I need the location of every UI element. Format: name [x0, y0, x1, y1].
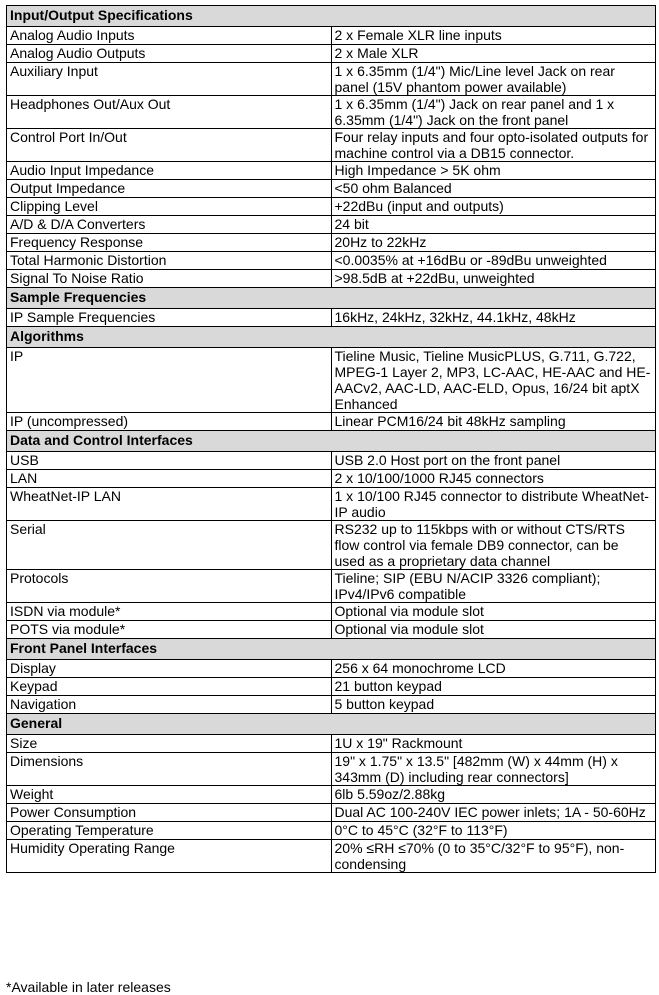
section-title: General — [7, 714, 656, 735]
spec-value: 2 x Female XLR line inputs — [331, 27, 656, 45]
spec-row — [7, 216, 656, 234]
spec-value: RS232 up to 115kbps with or without CTS/RTS flow control via female DB9 connector, can be used as a proprietary data channel — [331, 521, 656, 570]
section-title: Front Panel Interfaces — [7, 639, 656, 660]
spec-label: Output Impedance — [7, 180, 332, 198]
spec-label: Humidity Operating Range — [7, 840, 332, 873]
spec-row — [7, 488, 656, 521]
spec-row — [7, 129, 656, 162]
spec-value: 256 x 64 monochrome LCD — [331, 660, 656, 678]
spec-row — [7, 162, 656, 180]
spec-label: Dimensions — [7, 753, 332, 786]
spec-value: Linear PCM16/24 bit 48kHz sampling — [331, 413, 656, 431]
spec-label: Audio Input Impedance — [7, 162, 332, 180]
spec-label: Operating Temperature — [7, 822, 332, 840]
spec-label: Control Port In/Out — [7, 129, 332, 162]
spec-row — [7, 696, 656, 714]
spec-value: <0.0035% at +16dBu or -89dBu unweighted — [331, 252, 656, 270]
spec-label: Power Consumption — [7, 804, 332, 822]
spec-row — [7, 45, 656, 63]
spec-row — [7, 521, 656, 570]
spec-value: Four relay inputs and four opto-isolated outputs for machine control via a DB15 connector. — [331, 129, 656, 162]
spec-label: Serial — [7, 521, 332, 570]
spec-label: POTS via module* — [7, 621, 332, 639]
spec-label: Frequency Response — [7, 234, 332, 252]
spec-label: A/D & D/A Converters — [7, 216, 332, 234]
spec-row — [7, 180, 656, 198]
section-title: Sample Frequencies — [7, 288, 656, 309]
spec-row — [7, 309, 656, 327]
spec-table-body — [7, 6, 656, 873]
section-title: Algorithms — [7, 327, 656, 348]
spec-value: Optional via module slot — [331, 621, 656, 639]
spec-label: USB — [7, 452, 332, 470]
spec-value: 2 x Male XLR — [331, 45, 656, 63]
section-title: Input/Output Specifications — [7, 6, 656, 27]
spec-value: 16kHz, 24kHz, 32kHz, 44.1kHz, 48kHz — [331, 309, 656, 327]
spec-value: 21 button keypad — [331, 678, 656, 696]
spec-value: >98.5dB at +22dBu, unweighted — [331, 270, 656, 288]
spec-label: Headphones Out/Aux Out — [7, 96, 332, 129]
spec-row — [7, 413, 656, 431]
spec-value: 1 x 6.35mm (1/4") Mic/Line level Jack on rear panel (15V phantom power available) — [331, 63, 656, 96]
spec-value: +22dBu (input and outputs) — [331, 198, 656, 216]
spec-row — [7, 678, 656, 696]
spec-label: Clipping Level — [7, 198, 332, 216]
spec-row — [7, 660, 656, 678]
spec-row — [7, 603, 656, 621]
spec-value: 6lb 5.59oz/2.88kg — [331, 786, 656, 804]
spec-value: Tieline Music, Tieline MusicPLUS, G.711, G.722, MPEG-1 Layer 2, MP3, LC-AAC, HE-AAC and HE-AACv2, AAC-LD, AAC-ELD, Opus, 16/24 bit aptX Enhanced — [331, 348, 656, 413]
spec-row — [7, 804, 656, 822]
spec-label: LAN — [7, 470, 332, 488]
section-header — [7, 639, 656, 660]
spec-value: 1 x 6.35mm (1/4") Jack on rear panel and 1 x 6.35mm (1/4") Jack on the front panel — [331, 96, 656, 129]
spec-value: 20Hz to 22kHz — [331, 234, 656, 252]
spec-row — [7, 270, 656, 288]
spec-value: 1 x 10/100 RJ45 connector to distribute WheatNet-IP audio — [331, 488, 656, 521]
spec-label: IP (uncompressed) — [7, 413, 332, 431]
spec-row — [7, 252, 656, 270]
spec-label: ISDN via module* — [7, 603, 332, 621]
spec-value: Dual AC 100-240V IEC power inlets; 1A - 50-60Hz — [331, 804, 656, 822]
spec-row — [7, 27, 656, 45]
spec-row — [7, 786, 656, 804]
section-header — [7, 714, 656, 735]
spec-label: Analog Audio Outputs — [7, 45, 332, 63]
spec-row — [7, 96, 656, 129]
spec-label: IP — [7, 348, 332, 413]
spec-label: Auxiliary Input — [7, 63, 332, 96]
spec-row — [7, 348, 656, 413]
spec-row — [7, 822, 656, 840]
spec-label: Size — [7, 735, 332, 753]
spec-row — [7, 840, 656, 873]
spec-value: 19" x 1.75" x 13.5" [482mm (W) x 44mm (H) x 343mm (D) including rear connectors] — [331, 753, 656, 786]
section-header — [7, 288, 656, 309]
spec-table — [6, 5, 656, 873]
spec-value: USB 2.0 Host port on the front panel — [331, 452, 656, 470]
spec-label: Weight — [7, 786, 332, 804]
spec-value: 5 button keypad — [331, 696, 656, 714]
spec-value: 20% ≤RH ≤70% (0 to 35°C/32°F to 95°F), non-condensing — [331, 840, 656, 873]
spec-label: WheatNet-IP LAN — [7, 488, 332, 521]
spec-label: Analog Audio Inputs — [7, 27, 332, 45]
spec-label: Navigation — [7, 696, 332, 714]
spec-value: Optional via module slot — [331, 603, 656, 621]
spec-row — [7, 470, 656, 488]
section-title: Data and Control Interfaces — [7, 431, 656, 452]
spec-row — [7, 452, 656, 470]
spec-value: Tieline; SIP (EBU N/ACIP 3326 compliant); IPv4/IPv6 compatible — [331, 570, 656, 603]
spec-value: 2 x 10/100/1000 RJ45 connectors — [331, 470, 656, 488]
spec-value: 0°C to 45°C (32°F to 113°F) — [331, 822, 656, 840]
spec-row — [7, 570, 656, 603]
section-header — [7, 327, 656, 348]
spec-row — [7, 198, 656, 216]
spec-label: Protocols — [7, 570, 332, 603]
spec-value: 1U x 19" Rackmount — [331, 735, 656, 753]
footnote: *Available in later releases — [6, 979, 171, 995]
spec-row — [7, 753, 656, 786]
spec-label: IP Sample Frequencies — [7, 309, 332, 327]
spec-row — [7, 735, 656, 753]
section-header — [7, 6, 656, 27]
spec-value: High Impedance > 5K ohm — [331, 162, 656, 180]
spec-row — [7, 63, 656, 96]
spec-value: <50 ohm Balanced — [331, 180, 656, 198]
spec-row — [7, 234, 656, 252]
spec-row — [7, 621, 656, 639]
spec-label: Keypad — [7, 678, 332, 696]
spec-label: Signal To Noise Ratio — [7, 270, 332, 288]
section-header — [7, 431, 656, 452]
spec-label: Display — [7, 660, 332, 678]
spec-label: Total Harmonic Distortion — [7, 252, 332, 270]
spec-value: 24 bit — [331, 216, 656, 234]
